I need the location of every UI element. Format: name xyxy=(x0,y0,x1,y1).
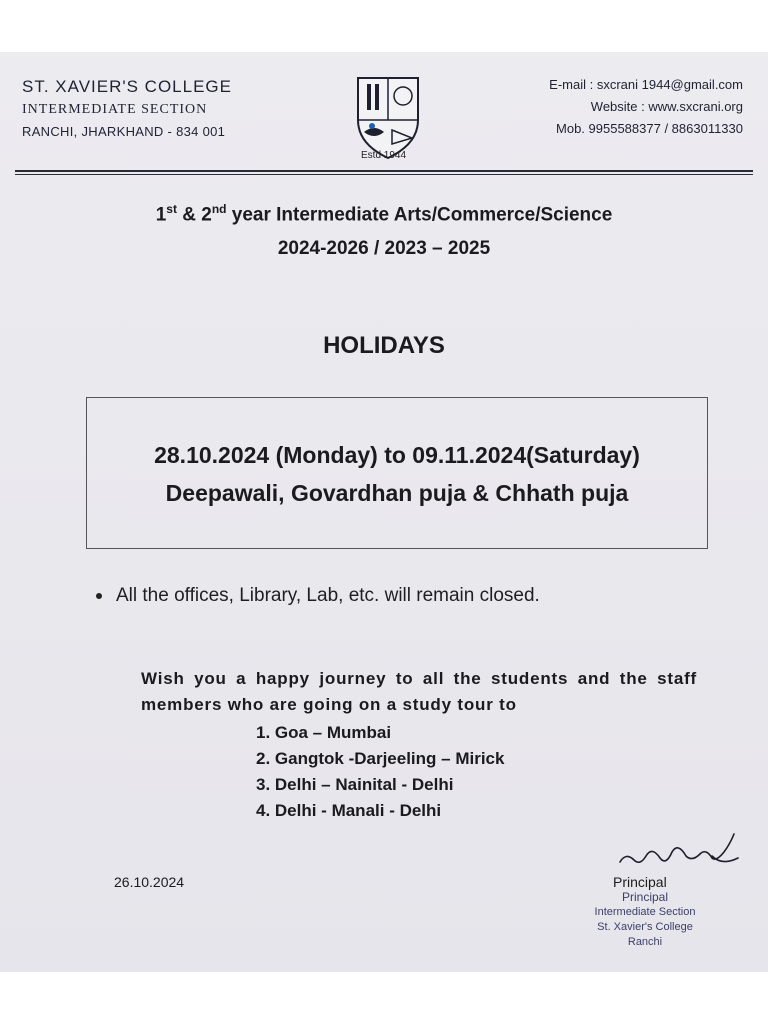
principal-stamp xyxy=(580,890,710,950)
bullet-icon xyxy=(96,593,102,599)
list-item: 4. Delhi - Manali - Delhi xyxy=(256,801,442,820)
header-divider xyxy=(15,170,753,172)
class-line: 1st & 2nd year Intermediate Arts/Commerce/Science xyxy=(155,202,613,226)
list-item: 3. Delhi – Nainital - Delhi xyxy=(256,775,454,794)
holiday-dates: 28.10.2024 (Monday) to 09.11.2024(Saturday) xyxy=(154,442,640,468)
holidays-heading: HOLIDAYS xyxy=(323,332,445,359)
principal-signature xyxy=(612,822,747,882)
established-year: Estd 1944 xyxy=(361,150,407,161)
notice-date: 26.10.2024 xyxy=(114,874,185,890)
email-text: E-mail : sxcrani 1944@gmail.com xyxy=(549,77,743,92)
list-item: 1. Goa – Mumbai xyxy=(256,723,392,742)
holiday-box xyxy=(86,397,708,549)
study-tour-list xyxy=(256,720,504,824)
college-info xyxy=(22,76,232,139)
list-item: 2. Gangtok -Darjeeling – Mirick xyxy=(256,749,505,768)
stamp-line: Intermediate Section xyxy=(594,906,696,918)
stamp-line: Principal xyxy=(621,890,669,904)
closure-text: All the offices, Library, Lab, etc. will remain closed. xyxy=(116,585,540,606)
wish-message: Wish you a happy journey to all the students and the staff members who are going on a study tour to xyxy=(141,669,697,714)
website-text: Website : www.sxcrani.org xyxy=(590,99,743,114)
signatory-title: Principal xyxy=(613,874,667,890)
stamp-line: St. Xavier's College xyxy=(597,921,693,933)
contact-info xyxy=(549,74,743,140)
header-divider-thin xyxy=(15,174,753,175)
session-line: 2024-2026 / 2023 – 2025 xyxy=(277,238,491,259)
section-name: INTERMEDIATE SECTION xyxy=(22,102,208,117)
stamp-line: Ranchi xyxy=(627,936,663,948)
closure-note xyxy=(96,585,540,607)
letterhead xyxy=(0,52,768,177)
holiday-festivals: Deepawali, Govardhan puja & Chhath puja xyxy=(165,480,629,506)
college-address: RANCHI, JHARKHAND - 834 001 xyxy=(22,124,226,139)
mobile-text: Mob. 9955588377 / 8863011330 xyxy=(556,121,743,136)
notice-page xyxy=(0,52,768,972)
college-name: ST. XAVIER'S COLLEGE xyxy=(22,77,232,96)
